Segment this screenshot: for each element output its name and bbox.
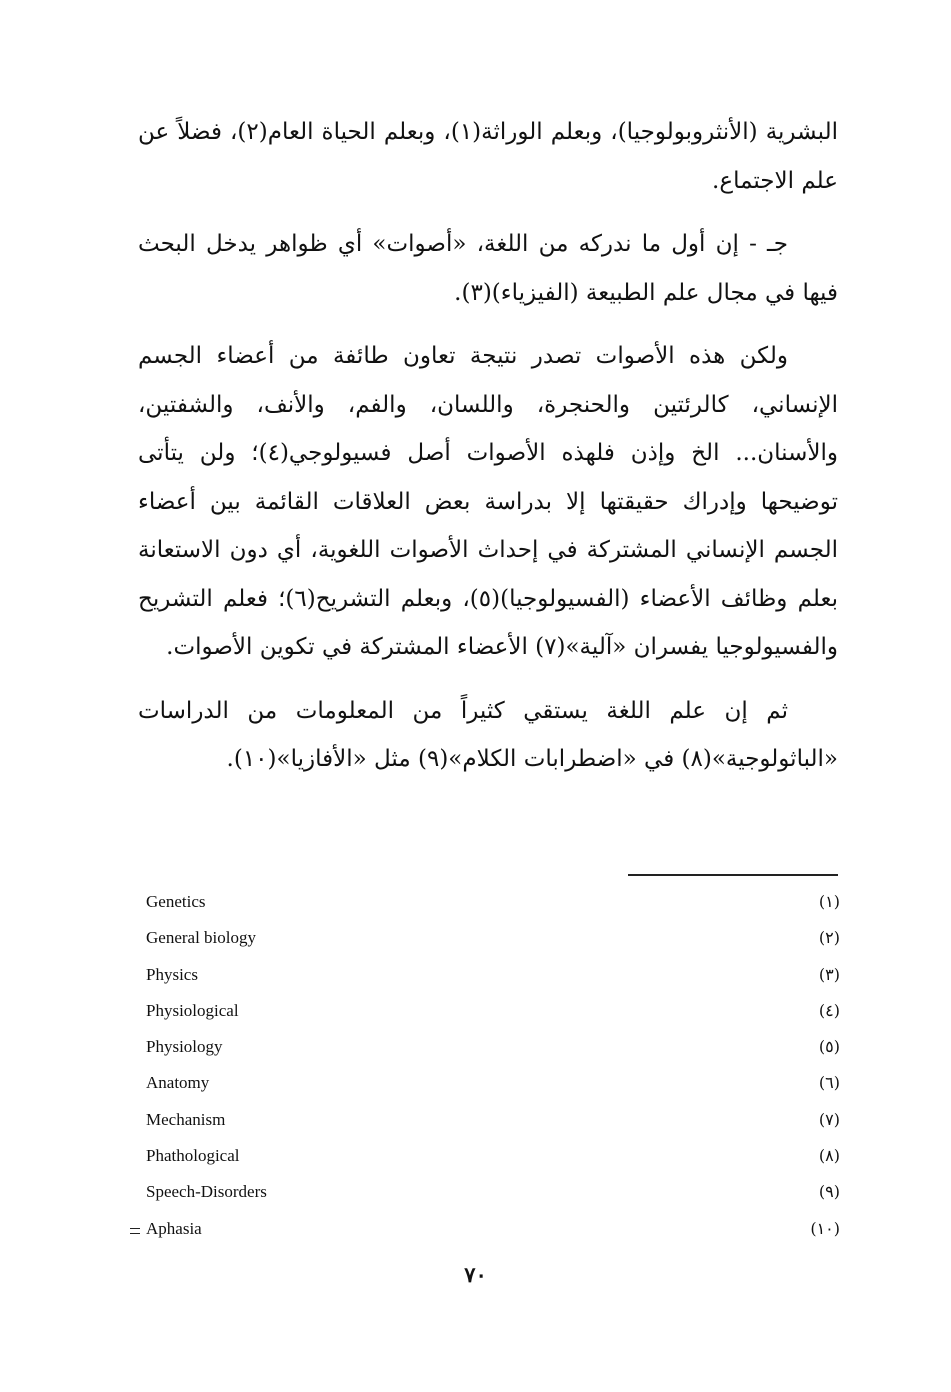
footnote-item	[146, 1031, 840, 1067]
footnote-divider	[628, 874, 838, 876]
footnote-term: Aphasia	[146, 1218, 202, 1238]
footnote-item	[146, 1213, 840, 1249]
footnote-term: Phathological	[146, 1146, 240, 1166]
footnote-number: (٥)	[818, 1037, 840, 1057]
paragraph-3: ولكن هذه الأصوات تصدر نتيجة تعاون طائفة من أعضاء الجسم الإنساني، كالرئتين والحنجرة، واللسان، والفم، والأنف، والشفتين، والأسنان... الخ وإذن فلهذه الأصوات أصل فسيولوجي(٤)؛ ولن يتأتى توضيحها وإدراك حقيقتها إلا بدراسة بعض العلاقات القائمة بين أعضاء الجسم الإنساني المشتركة في إحداث الأصوات اللغوية، أي دون الاستعانة بعلم وظائف الأعضاء (الفسيولوجيا)(٥)، وبعلم التشريح(٦)؛ فعلم التشريح والفسيولوجيا يفسران «آلية»(٧) الأعضاء المشتركة في تكوين الأصوات.	[138, 343, 838, 660]
footnote-term: Physics	[146, 964, 198, 984]
footnote-number: (٩)	[818, 1182, 840, 1202]
footnote-term: Anatomy	[146, 1073, 210, 1093]
footnote-item	[146, 1104, 840, 1140]
margin-mark	[130, 1228, 140, 1234]
footnote-number: (٣)	[818, 964, 840, 984]
footnote-number: (٨)	[818, 1146, 840, 1166]
footnote-term: Genetics	[146, 892, 206, 911]
footnote-term: Mechanism	[146, 1109, 226, 1129]
main-text	[138, 108, 838, 784]
footnote-number: (٤)	[818, 1000, 840, 1020]
page-number: ٧٠	[464, 1262, 487, 1287]
footnote-item	[146, 995, 840, 1031]
footnote-term: Physiological	[146, 1000, 239, 1020]
paragraph-1: البشرية (الأنثروبولوجيا)، وبعلم الوراثة(١)، وبعلم الحياة العام(٢)، فضلاً عن علم الاجتماع.	[138, 119, 838, 194]
footnote-item	[146, 1067, 840, 1103]
footnote-number: (٢)	[818, 928, 840, 948]
footnote-term: Physiology	[146, 1037, 223, 1057]
footnote-item	[146, 959, 840, 995]
paragraph-4: ثم إن علم اللغة يستقي كثيراً من المعلومات من الدراسات «الباثولوجية»(٨) في «اضطرابات الكلام»(٩) مثل «الأفازيا»(١٠).	[138, 697, 838, 772]
footnote-number: (١٠)	[810, 1218, 840, 1238]
footnote-item	[146, 886, 840, 922]
footnote-number: (٦)	[818, 1073, 840, 1093]
footnote-item	[146, 1176, 840, 1212]
footnote-item	[146, 1140, 840, 1176]
footnote-term: Speech-Disorders	[146, 1182, 267, 1202]
footnote-number: (٧)	[818, 1109, 840, 1129]
footnote-number: (١)	[818, 892, 840, 911]
footnotes-list	[146, 886, 840, 1249]
paragraph-2: جـ - إن أول ما ندركه من اللغة، «أصوات» أي ظواهر يدخل البحث فيها في مجال علم الطبيعة (الفيزياء)(٣).	[138, 231, 838, 306]
footnote-item	[146, 922, 840, 958]
footnote-term: General biology	[146, 928, 256, 948]
